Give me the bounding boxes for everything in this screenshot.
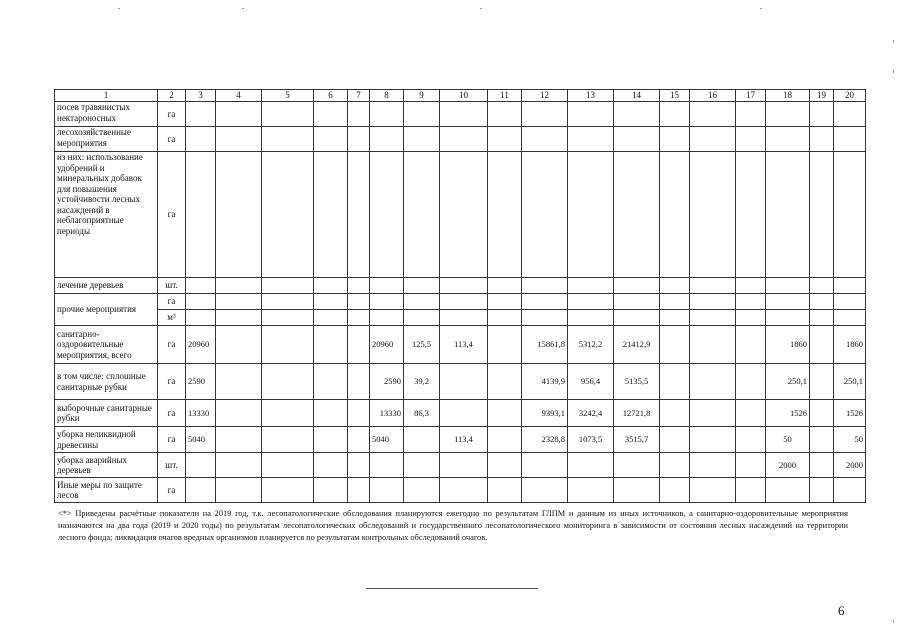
table-row <box>55 102 866 127</box>
col-header: 14 <box>614 90 660 102</box>
scan-speck <box>893 40 894 43</box>
cell-value: 1860 <box>834 326 866 364</box>
col-header: 1 <box>55 90 158 102</box>
cell-value: 2000 <box>834 453 866 478</box>
col-header: 10 <box>440 90 488 102</box>
col-header: 4 <box>216 90 262 102</box>
table-row <box>55 427 866 453</box>
col-header: 12 <box>522 90 568 102</box>
cell-value: 1073,5 <box>568 427 614 453</box>
cell-value: 5135,5 <box>614 364 660 400</box>
col-header: 7 <box>348 90 370 102</box>
cell-value: 2328,8 <box>522 427 568 453</box>
cell-value: 15861,8 <box>522 326 568 364</box>
cell-value: 50 <box>834 427 866 453</box>
cell-value: 125,5 <box>404 326 440 364</box>
col-header: 6 <box>314 90 348 102</box>
scan-speck <box>480 8 482 9</box>
col-header: 9 <box>404 90 440 102</box>
cell-value: 1860 <box>766 326 810 364</box>
col-header: 5 <box>262 90 314 102</box>
col-header: 2 <box>158 90 186 102</box>
col-header: 13 <box>568 90 614 102</box>
scan-speck <box>893 70 894 73</box>
row-unit: га <box>158 127 186 152</box>
cell-value: 2000 <box>766 453 810 478</box>
table-row <box>55 400 866 427</box>
cell-value: 5040 <box>186 427 216 453</box>
row-unit: м³ <box>158 310 186 326</box>
table-row <box>55 294 866 310</box>
cell-value: 2590 <box>186 364 216 400</box>
col-header: 18 <box>766 90 810 102</box>
row-unit: шт. <box>158 278 186 294</box>
cell-value: 250,1 <box>834 364 866 400</box>
row-label: уборка аварийных деревьев <box>55 453 158 478</box>
row-unit: га <box>158 364 186 400</box>
data-table <box>54 89 866 503</box>
row-label: посев травянистых нектароносных <box>55 102 158 127</box>
table-row <box>55 278 866 294</box>
row-label: санитарно-оздоровительные мероприятия, всего <box>55 326 158 364</box>
separator-line <box>366 588 538 589</box>
scan-speck <box>242 8 244 9</box>
row-label: уборка неликвидной древесины <box>55 427 158 453</box>
cell-value: 39,2 <box>404 364 440 400</box>
row-label: лесохозяйственные мероприятия <box>55 127 158 152</box>
cell-value: 12721,8 <box>614 400 660 427</box>
table-row <box>55 310 866 326</box>
scan-speck <box>893 620 894 623</box>
cell-value: 5040 <box>370 427 404 453</box>
cell-value: 20960 <box>370 326 404 364</box>
row-label: Иные меры по защите лесов <box>55 478 158 503</box>
table-row <box>55 453 866 478</box>
col-header: 15 <box>660 90 690 102</box>
cell-value: 113,4 <box>440 326 488 364</box>
row-label: лечение деревьев <box>55 278 158 294</box>
row-unit: га <box>158 294 186 310</box>
col-header: 11 <box>488 90 522 102</box>
cell-value: 13330 <box>186 400 216 427</box>
cell-value: 3515,7 <box>614 427 660 453</box>
cell-value: 1526 <box>766 400 810 427</box>
row-label: в том числе: сплошные санитарные рубки <box>55 364 158 400</box>
table-row <box>55 364 866 400</box>
col-header: 19 <box>810 90 834 102</box>
col-header: 16 <box>690 90 736 102</box>
row-label: из них: использование удобрений и минеральных добавок для повышения устойчивости лесных насаждений в неблагоприятные периоды <box>55 152 158 278</box>
table-row <box>55 127 866 152</box>
row-unit: га <box>158 102 186 127</box>
col-header: 8 <box>370 90 404 102</box>
cell-value: 113,4 <box>440 427 488 453</box>
col-header: 17 <box>736 90 766 102</box>
page-number: 6 <box>838 603 845 618</box>
col-header: 3 <box>186 90 216 102</box>
row-unit: га <box>158 427 186 453</box>
cell-value: 5312,2 <box>568 326 614 364</box>
cell-value: 250,1 <box>766 364 810 400</box>
cell-value: 2590 <box>370 364 404 400</box>
row-unit: га <box>158 400 186 427</box>
table-row <box>55 478 866 503</box>
row-label: прочие мероприятия <box>55 294 158 326</box>
row-unit: га <box>158 478 186 503</box>
footnote: <*> Приведены расчётные показатели на 2019 год, т.к. лесопатологические обследования планируются ежегодно по результатам ГЛПМ и данным из иных источников, а санитарно-оздоровительные мероприятия назначаются на два года (2019 и 2020 годы) по результатам лесопатологических обследований и государственного лесопатологического мониторинга в зависимости от состояния лесных насаждений на территории лесного фонда; ликвидация очагов вредных организмов планируется по результатам контрольных обследований очагов. <box>58 509 848 543</box>
cell-value: 21412,9 <box>614 326 660 364</box>
row-label: выборочные санитарные рубки <box>55 400 158 427</box>
cell-value: 13330 <box>370 400 404 427</box>
cell-value: 1526 <box>834 400 866 427</box>
cell-value: 3242,4 <box>568 400 614 427</box>
row-unit: га <box>158 326 186 364</box>
table-row <box>55 152 866 278</box>
row-unit: шт. <box>158 453 186 478</box>
cell-value: 9393,1 <box>522 400 568 427</box>
scan-speck <box>118 8 120 9</box>
scan-speck <box>760 8 762 9</box>
cell-value: 50 <box>766 427 810 453</box>
table-row <box>55 326 866 364</box>
row-unit: га <box>158 152 186 278</box>
cell-value: 20960 <box>186 326 216 364</box>
cell-value: 86,3 <box>404 400 440 427</box>
header-row <box>55 90 866 102</box>
cell-value: 4139,9 <box>522 364 568 400</box>
col-header: 20 <box>834 90 866 102</box>
cell-value: 956,4 <box>568 364 614 400</box>
